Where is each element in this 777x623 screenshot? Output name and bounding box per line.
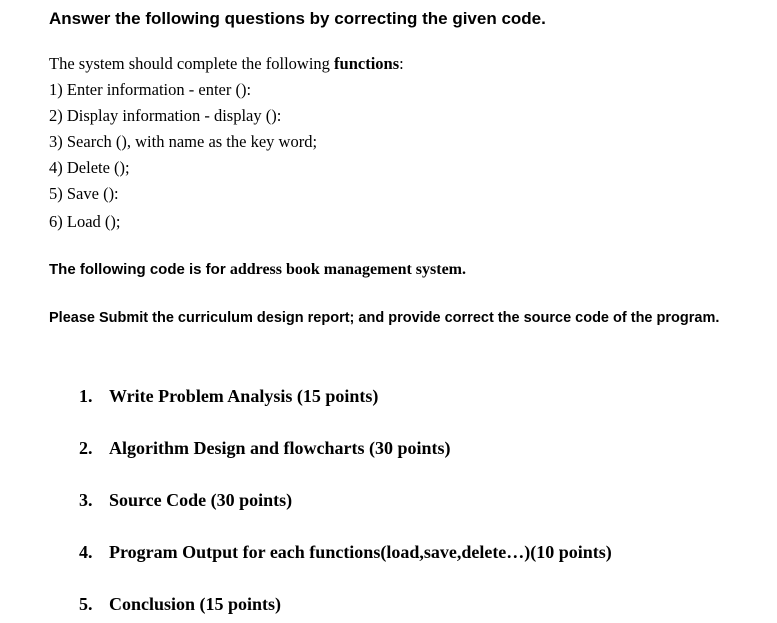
task-item	[79, 490, 292, 511]
task-item	[79, 542, 612, 563]
task-item	[79, 438, 451, 459]
task-number: 2.	[79, 438, 93, 458]
task-text: Source Code (30 points)	[109, 490, 293, 510]
code-description-note	[49, 261, 466, 279]
assignment-heading: Answer the following questions by correcting the given code.	[49, 9, 546, 28]
intro-functions-keyword: functions	[334, 54, 400, 73]
task-number: 5.	[79, 594, 93, 614]
intro-prefix: The system should complete the following	[49, 54, 335, 73]
task-text: Conclusion (15 points)	[109, 594, 282, 614]
task-number: 4.	[79, 542, 93, 562]
function-item-load: 6) Load ();	[49, 212, 121, 231]
function-item-save: 5) Save ():	[49, 184, 119, 203]
task-number: 3.	[79, 490, 93, 510]
functions-intro	[49, 54, 404, 74]
task-item	[79, 386, 378, 407]
note-part2: address book management system.	[229, 261, 466, 278]
submission-instructions: Please Submit the curriculum design report; and provide correct the source code of the program.	[49, 310, 720, 326]
function-item-enter: 1) Enter information - enter ():	[49, 80, 252, 99]
task-item	[79, 594, 281, 615]
task-text: Write Problem Analysis (15 points)	[109, 386, 379, 406]
note-part1: The following code is for	[49, 261, 230, 278]
task-number: 1.	[79, 386, 93, 406]
function-item-search: 3) Search (), with name as the key word;	[49, 132, 318, 151]
function-item-display: 2) Display information - display ():	[49, 106, 282, 125]
task-text: Program Output for each functions(load,save,delete…)(10 points)	[109, 542, 612, 562]
task-text: Algorithm Design and flowcharts (30 points)	[109, 438, 451, 458]
intro-suffix: :	[399, 54, 404, 73]
function-item-delete: 4) Delete ();	[49, 158, 130, 177]
